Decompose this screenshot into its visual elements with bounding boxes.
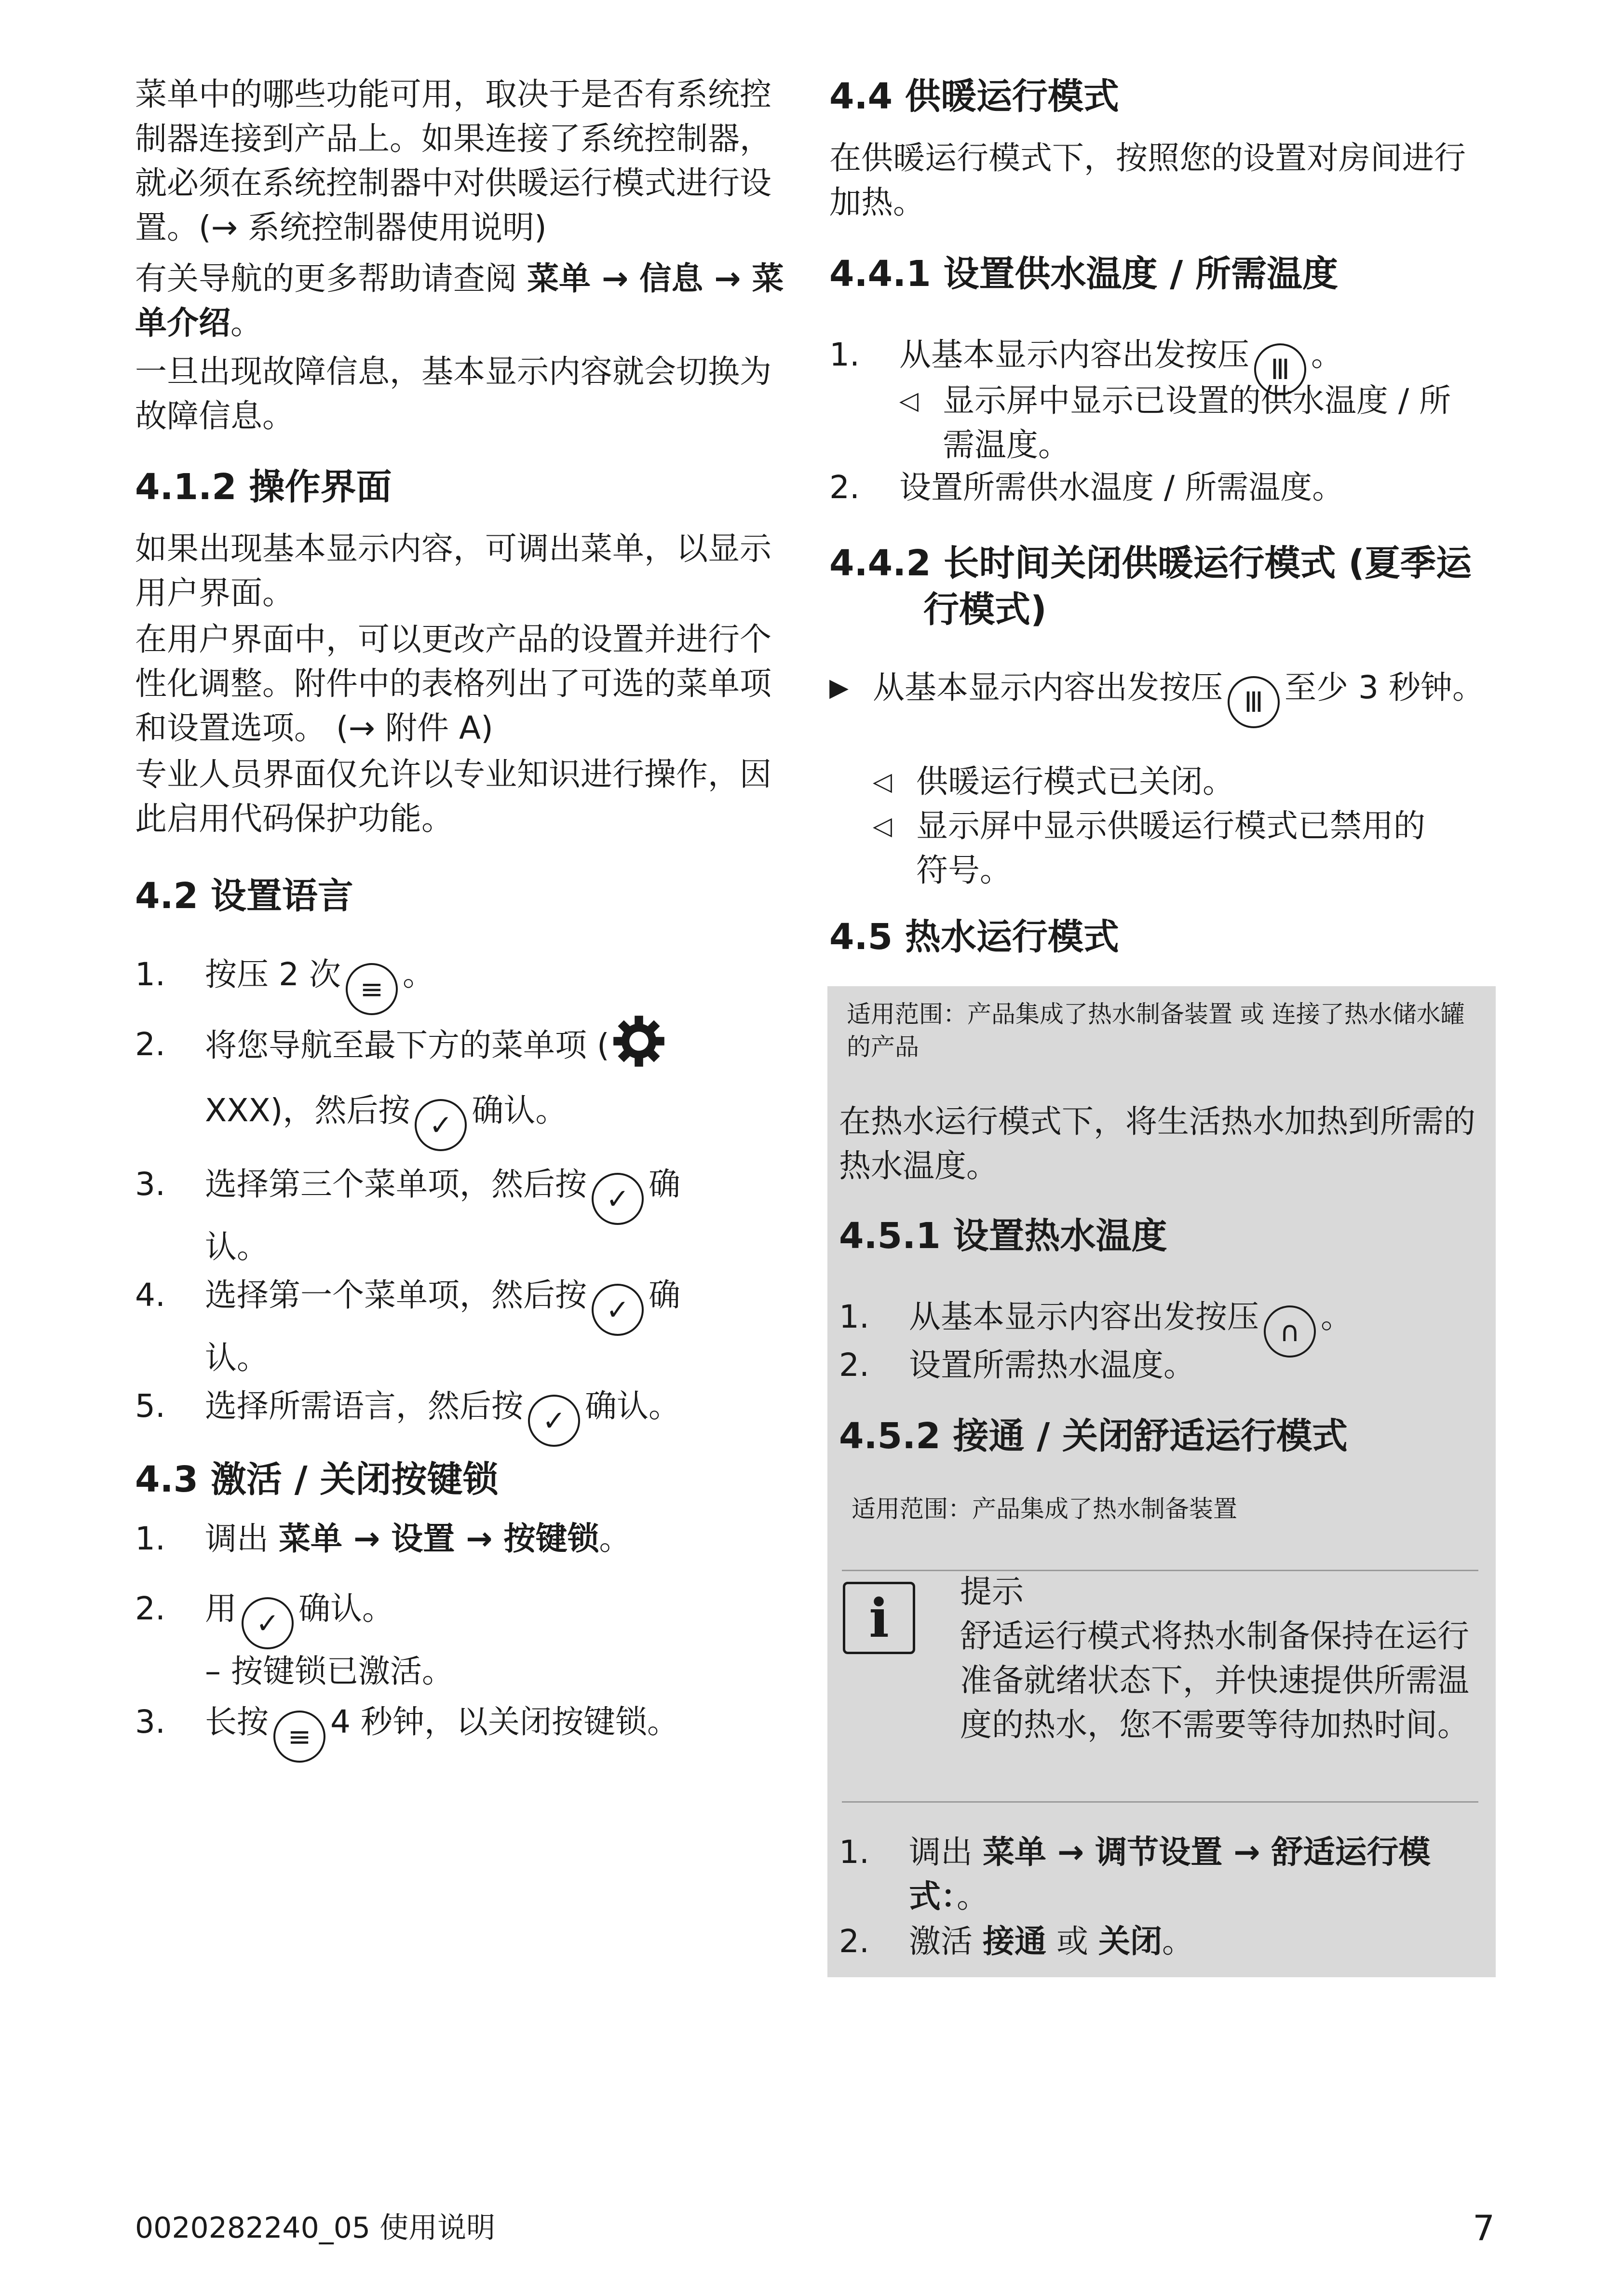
basic-display-paragraph: 如果出现基本显示内容，可调出菜单，以显示用户界面。 — [135, 530, 771, 611]
heading-4-4: 4.4 供暖运行模式 — [829, 76, 1119, 117]
ok-button-icon: ✓ — [592, 1173, 644, 1225]
user-interface-paragraph: 在用户界面中，可以更改产品的设置并进行个性化调整。附件中的表格列出了可选的菜单项和设置选项。 (→ 附件 A) — [135, 621, 771, 747]
info-icon: i — [843, 1582, 915, 1654]
note-title: 提示 — [960, 1573, 1024, 1610]
menu-path: 菜单 → 调节设置 → 舒适运行模式： — [909, 1834, 1431, 1915]
fault-paragraph: 一旦出现故障信息，基本显示内容就会切换为故障信息。 — [135, 353, 771, 435]
step-result: – 按键锁已激活。 — [205, 1653, 454, 1690]
navigation-help-paragraph: 有关导航的更多帮助请查阅 菜单 → 信息 → 菜单介绍。 — [135, 260, 784, 341]
heating-button-icon: Ⅲ — [1228, 676, 1280, 728]
divider — [842, 1801, 1478, 1803]
gear-icon — [612, 1015, 665, 1068]
heading-4-5-2: 4.5.2 接通 / 关闭舒适运行模式 — [839, 1415, 1348, 1457]
hot-water-mode-paragraph: 在热水运行模式下，将生活热水加热到所需的热水温度。 — [839, 1103, 1475, 1184]
heating-button-icon: Ⅲ — [1254, 343, 1306, 395]
ok-button-icon: ✓ — [242, 1597, 294, 1649]
heading-4-5: 4.5 热水运行模式 — [829, 916, 1119, 958]
heading-4-2: 4.2 设置语言 — [135, 875, 353, 917]
hot-water-button-icon: ∩ — [1264, 1305, 1316, 1358]
page-number: 7 — [1473, 2208, 1495, 2248]
heading-4-1-2: 4.1.2 操作界面 — [135, 466, 392, 508]
intro-paragraph: 菜单中的哪些功能可用，取决于是否有系统控制器连接到产品上。如果连接了系统控制器，就必须在系统控制器中对供暖运行模式进行设置。(→ 系统控制器使用说明) — [135, 76, 771, 246]
heading-4-4-2: 4.4.2 长时间关闭供暖运行模式 (夏季运行模式) — [829, 543, 1472, 630]
result-triangle-icon: ◁ — [873, 812, 892, 841]
professional-paragraph: 专业人员界面仅允许以专业知识进行操作，因此启用代码保护功能。 — [135, 756, 771, 837]
heading-4-4-1: 4.4.1 设置供水温度 / 所需温度 — [829, 253, 1339, 295]
result-triangle-icon: ◁ — [873, 767, 892, 796]
menu-button-icon: ≡ — [273, 1711, 325, 1763]
hot-water-section-box: 适用范围：产品集成了热水制备装置 或 连接了热水储水罐的产品 在热水运行模式下，将生活热水加热到所需的热水温度。 4.5.1 设置热水温度 1. 从基本显示内容出发按压 ∩ 。 2. 设置所需热水温度。 4.5.2 接通 / 关闭舒适运行模式 适用范围：产品集成了热水制备装置 i 提示 舒适运行模式将热水制备保持在运行准备就绪状态下，并快速提供所需温度的热水，您不需要等待加热时间。 1. 调出 菜单 → 调节设置 → 舒适运行模式：。 2. 激活 接通 或 关闭。 — [827, 986, 1496, 1977]
result-triangle-icon: ◁ — [899, 386, 919, 415]
heating-mode-paragraph: 在供暖运行模式下，按照您的设置对房间进行加热。 — [829, 139, 1466, 221]
heading-4-5-1: 4.5.1 设置热水温度 — [839, 1215, 1167, 1257]
ok-button-icon: ✓ — [592, 1284, 644, 1336]
action-arrow-icon: ▶ — [829, 673, 849, 702]
menu-path: 菜单 → 设置 → 按键锁 — [278, 1520, 599, 1557]
document-number: 0020282240_05 使用说明 — [135, 2211, 496, 2245]
ok-button-icon: ✓ — [415, 1099, 467, 1151]
menu-button-icon: ≡ — [346, 963, 398, 1015]
scope-note: 适用范围：产品集成了热水制备装置 或 连接了热水储水罐的产品 — [847, 1000, 1465, 1061]
ok-button-icon: ✓ — [528, 1395, 580, 1447]
menu-path: 菜单 → 信息 → 菜单介绍 — [135, 260, 784, 341]
scope-note: 适用范围：产品集成了热水制备装置 — [852, 1495, 1237, 1523]
note-text: 舒适运行模式将热水制备保持在运行准备就绪状态下，并快速提供所需温度的热水，您不需要等待加热时间。 — [960, 1617, 1469, 1743]
heading-4-3: 4.3 激活 / 关闭按键锁 — [135, 1459, 499, 1500]
